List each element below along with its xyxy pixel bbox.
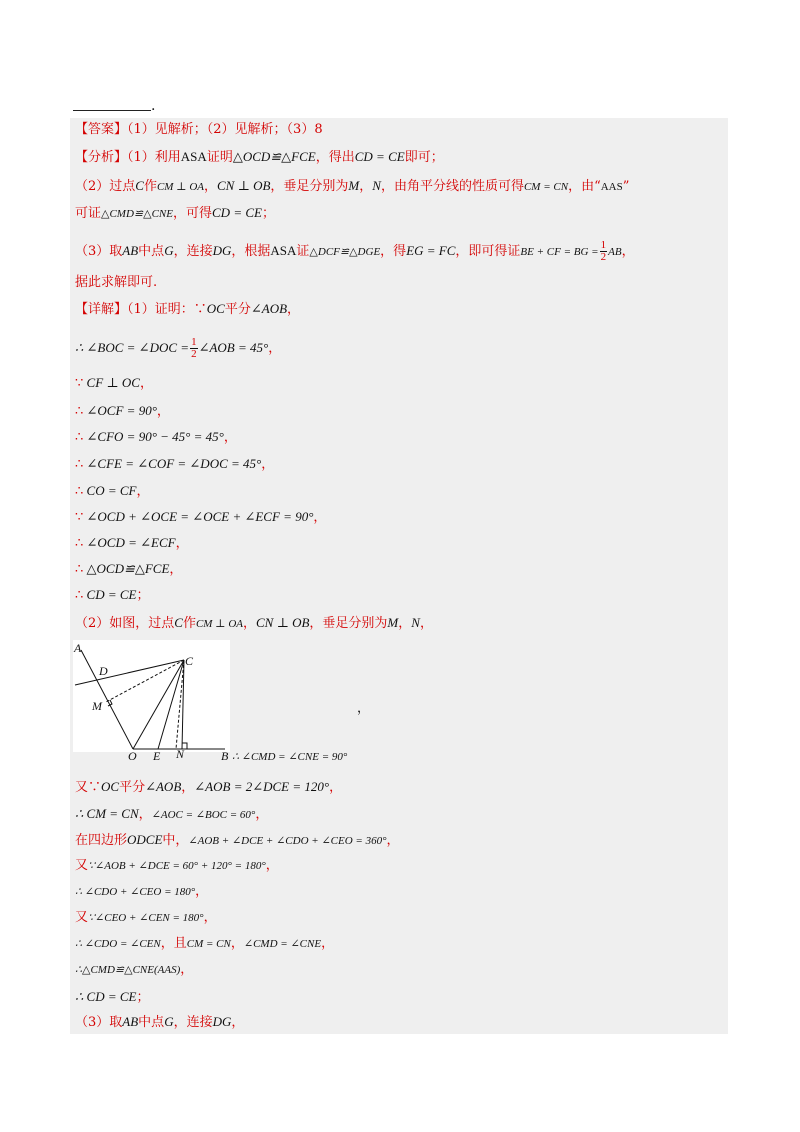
- analysis-line-3: [75, 204, 275, 223]
- geometry-figure: [73, 640, 230, 763]
- fraction-denominator: 2: [191, 348, 197, 360]
- text-seg: ，: [138, 807, 152, 822]
- detail-t2: [75, 805, 268, 824]
- detail-tag: 【详解】: [75, 302, 128, 317]
- stray-comma: ，: [357, 701, 371, 716]
- analysis-tag: 【分析】: [75, 150, 128, 165]
- text-seg: ，: [268, 341, 282, 356]
- text-seg: ，: [242, 616, 256, 631]
- detail-t6: [75, 909, 217, 927]
- text-seg: ，: [180, 962, 194, 977]
- math-seg: N: [411, 615, 420, 630]
- math-seg: C: [174, 615, 183, 630]
- text-seg: ，且: [160, 936, 187, 951]
- text-seg: ，根据: [231, 244, 271, 259]
- text-seg: ，可得: [173, 206, 213, 221]
- math-seg: ∴△CMD≌△CNE(AAS): [75, 964, 181, 976]
- math-seg: ODCE: [127, 832, 163, 847]
- fraction: [600, 240, 608, 263]
- detail-step-1: [75, 337, 281, 360]
- math-seg: ∴ CD = CE: [75, 989, 137, 1004]
- text-seg: ，: [419, 616, 433, 631]
- math-seg: C: [135, 178, 144, 193]
- text-seg: ，: [359, 179, 373, 194]
- answer-tag: 【答案】: [75, 122, 128, 137]
- math-seg: ∠AOB: [145, 779, 182, 794]
- label-n: N: [176, 747, 185, 761]
- math-seg: ∠OCD + ∠OCE = ∠OCE + ∠ECF = 90°: [83, 509, 314, 524]
- segment-oc: [133, 660, 184, 749]
- label-m: M: [92, 699, 102, 713]
- math-seg: G: [164, 243, 174, 258]
- text-seg: 据此求解即可.: [75, 275, 158, 290]
- text-seg: 中，: [162, 833, 189, 848]
- detail-step-3: [75, 402, 170, 421]
- math-seg: ∠AOB = 2∠DCE = 120°: [194, 779, 330, 794]
- math-seg: ∠CMD = ∠CNE: [243, 938, 322, 950]
- math-seg: ∠AOB + ∠DCE + ∠CDO + ∠CEO = 360°: [188, 835, 387, 847]
- blank-trailing-period: .: [151, 98, 156, 114]
- detail-step-6: [75, 482, 150, 501]
- text-seg: 即可；: [404, 150, 444, 165]
- math-seg: △CMD≌△CNE: [101, 208, 173, 220]
- detail-line-1: [75, 300, 300, 319]
- text-seg: 中点: [138, 1015, 165, 1030]
- text-seg: 又: [75, 858, 89, 873]
- math-seg: AB: [122, 243, 139, 258]
- text-seg: 作: [143, 179, 157, 194]
- fraction: [190, 337, 198, 360]
- math-seg: ∠OCD = ∠ECF: [83, 535, 176, 550]
- text-seg: （3）取: [75, 244, 123, 259]
- detail-part3-intro: [75, 1013, 244, 1032]
- fraction-denominator: 2: [600, 251, 607, 263]
- text-seg: ；: [136, 990, 150, 1005]
- text-seg: 中点: [138, 244, 165, 259]
- math-seg: ∠OCF = 90°: [83, 403, 157, 418]
- math-seg: ∵∠AOB + ∠DCE = 60° + 120° = 180°: [88, 860, 266, 872]
- math-seg: EG = FC: [406, 243, 456, 258]
- math-seg: ASA: [180, 149, 207, 164]
- text-seg: ，得出: [315, 150, 355, 165]
- label-e: E: [153, 749, 161, 763]
- math-seg: ∴ ∠BOC = ∠DOC =: [75, 340, 190, 355]
- fraction-numerator: 1: [191, 336, 197, 348]
- math-seg: BE + CF = BG =: [520, 246, 599, 258]
- text-seg: ；: [136, 588, 150, 603]
- text-seg: 在四边形: [75, 833, 128, 848]
- text-seg: ，: [195, 884, 209, 899]
- math-seg: AAS: [600, 181, 623, 193]
- fraction-numerator: 1: [600, 239, 607, 251]
- math-seg: CM ⊥ OA: [195, 618, 243, 630]
- text-seg: 又: [75, 910, 89, 925]
- answer-text: （1）见解析；（2）见解析；（3）8: [127, 122, 323, 137]
- math-seg: ∠CFO = 90° − 45° = 45°: [83, 429, 224, 444]
- segment-cn: [182, 660, 184, 749]
- text-seg: （2）如图，过点: [75, 616, 175, 631]
- text-seg: ，: [230, 936, 244, 951]
- text-seg: 作: [182, 616, 196, 631]
- text-seg: ，: [175, 536, 189, 551]
- label-c: C: [185, 654, 194, 668]
- detail-step-4: [75, 428, 237, 447]
- label-b: B: [221, 749, 229, 763]
- math-seg: AB: [122, 1014, 139, 1029]
- text-seg: ，垂足分别为: [270, 179, 349, 194]
- math-seg: OC: [101, 779, 120, 794]
- therefore-symbol: ∴: [75, 457, 84, 472]
- detail-step-7: [75, 508, 326, 527]
- math-seg: OC: [206, 301, 225, 316]
- text-seg: ，: [621, 244, 635, 259]
- math-seg: CD = CE: [83, 587, 137, 602]
- math-seg: CN ⊥ OB: [217, 178, 271, 193]
- math-seg: ASA: [270, 243, 297, 258]
- analysis-line-1: [75, 148, 444, 167]
- math-seg: M: [387, 615, 399, 630]
- text-seg: ，: [321, 936, 335, 951]
- math-seg: ∴ CM = CN: [75, 806, 139, 821]
- text-seg: 又∵: [75, 780, 102, 795]
- math-seg: CM ⊥ OA: [156, 181, 204, 193]
- text-seg: ，由角平分线的性质可得: [380, 179, 524, 194]
- math-seg: CM = CN: [523, 181, 569, 193]
- label-o: O: [128, 749, 137, 763]
- geometry-diagram: [73, 640, 230, 763]
- math-seg: ∠AOB = 45°: [198, 340, 269, 355]
- answer-line: [75, 121, 323, 139]
- text-seg: ，: [287, 302, 301, 317]
- detail-t5: [75, 883, 208, 901]
- math-seg: ∴ ∠CDO + ∠CEO = 180°: [75, 886, 196, 898]
- text-seg: ，: [398, 616, 412, 631]
- math-seg: AB: [608, 246, 622, 258]
- label-a: A: [74, 641, 82, 655]
- detail-t3: [75, 831, 400, 850]
- text-seg: ，垂足分别为: [309, 616, 388, 631]
- text-seg: ，连接: [173, 1015, 213, 1030]
- math-seg: △DCF≌△DGE: [309, 246, 381, 258]
- text-seg: 证明: [206, 150, 233, 165]
- math-seg: DG: [212, 1014, 232, 1029]
- math-seg: CD = CE: [354, 149, 405, 164]
- therefore-symbol: ∴: [75, 588, 84, 603]
- detail-step-8: [75, 534, 189, 553]
- analysis-line-5: [75, 274, 157, 292]
- because-symbol: ∵: [75, 510, 84, 525]
- math-seg: ∠AOB: [250, 301, 288, 316]
- math-seg: CD = CE: [212, 205, 262, 220]
- detail-step-10: [75, 586, 150, 605]
- text-seg: ，即可得证: [455, 244, 521, 259]
- detail-step-9: [75, 560, 182, 579]
- detail-t1: [75, 778, 342, 797]
- text-seg: （1）利用: [127, 150, 181, 165]
- math-seg: ∵∠CEO + ∠CEN = 180°: [88, 912, 204, 924]
- text-seg: （1）证明：∵: [127, 302, 207, 317]
- text-seg: ，: [231, 1015, 245, 1030]
- text-seg: ，: [223, 430, 237, 445]
- text-seg: ，: [169, 562, 183, 577]
- text-seg: 平分: [119, 780, 146, 795]
- text-seg: ，: [156, 404, 170, 419]
- math-seg: CO = CF: [83, 483, 137, 498]
- text-seg: ，: [261, 457, 275, 472]
- math-seg: △OCD≌△FCE: [232, 149, 316, 164]
- therefore-symbol: ∴: [75, 404, 84, 419]
- analysis-line-4: [75, 240, 635, 263]
- answer-blank-line: [73, 110, 151, 111]
- detail-part2-intro: [75, 614, 433, 633]
- text-seg: ，: [265, 858, 279, 873]
- text-seg: ；: [261, 206, 275, 221]
- math-seg: CF ⊥ OC: [83, 375, 140, 390]
- therefore-symbol: ∴: [75, 562, 84, 577]
- text-seg: ，连接: [173, 244, 213, 259]
- detail-t8: [75, 961, 193, 979]
- math-seg: M: [348, 178, 360, 193]
- math-seg: ∠AOC = ∠BOC = 60°: [151, 809, 256, 821]
- detail-t9: [75, 988, 149, 1007]
- math-seg: N: [372, 178, 381, 193]
- text-seg: ，: [313, 510, 327, 525]
- detail-t4: [75, 857, 279, 875]
- text-seg: ，: [136, 484, 150, 499]
- figure-conclusion: ∴ ∠CMD = ∠CNE = 90°: [232, 751, 348, 763]
- math-seg: ∴ ∠CDO = ∠CEN: [75, 938, 161, 950]
- detail-t7: [75, 935, 334, 953]
- therefore-symbol: ∴: [75, 536, 84, 551]
- label-d: D: [99, 664, 108, 678]
- therefore-symbol: ∴: [75, 484, 84, 499]
- text-seg: ，: [203, 910, 217, 925]
- text-seg: ，得: [380, 244, 407, 259]
- detail-step-2: [75, 374, 153, 393]
- text-seg: ，: [329, 780, 343, 795]
- text-seg: 可证: [75, 206, 102, 221]
- math-seg: CN ⊥ OB: [256, 615, 310, 630]
- math-seg: ∠CFE = ∠COF = ∠DOC = 45°: [83, 456, 262, 471]
- text-seg: 证: [296, 244, 310, 259]
- detail-step-5: [75, 455, 274, 474]
- text-seg: ，: [203, 179, 217, 194]
- text-seg: ，: [139, 376, 153, 391]
- math-seg: CM = CN: [186, 938, 231, 950]
- text-seg: ”: [622, 179, 630, 194]
- therefore-symbol: ∴: [75, 430, 84, 445]
- text-seg: ，: [386, 833, 400, 848]
- analysis-line-2: [75, 177, 629, 196]
- math-seg: △OCD≌△FCE: [83, 561, 170, 576]
- text-seg: 平分: [224, 302, 251, 317]
- because-symbol: ∵: [75, 376, 84, 391]
- line-cd: [75, 660, 184, 685]
- segment-ce: [158, 660, 184, 749]
- text-seg: ，由“: [568, 179, 601, 194]
- text-seg: ，: [181, 780, 195, 795]
- text-seg: ，: [255, 807, 269, 822]
- text-seg: （3）取: [75, 1015, 123, 1030]
- math-seg: DG: [212, 243, 232, 258]
- math-seg: G: [164, 1014, 174, 1029]
- text-seg: （2）过点: [75, 179, 136, 194]
